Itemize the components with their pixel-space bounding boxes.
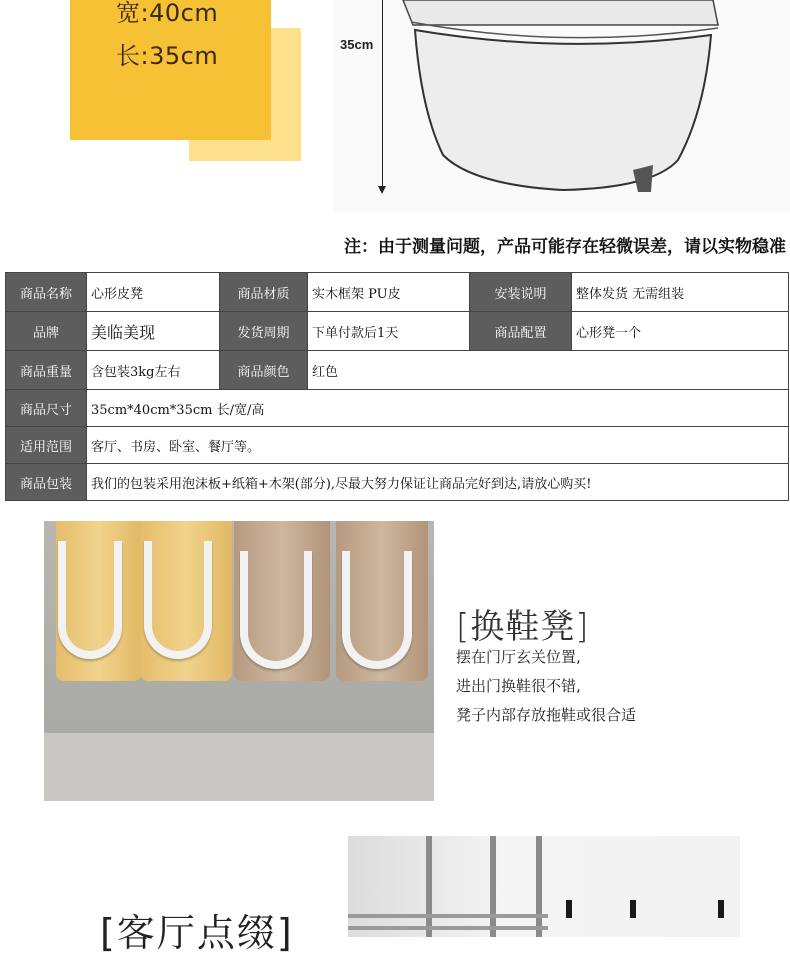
- living-room-photo: [348, 836, 740, 937]
- window-frame: [490, 836, 496, 937]
- table-row: [6, 273, 789, 312]
- sandal-strap: [240, 551, 312, 669]
- stair-rail: [348, 914, 548, 918]
- living-room-title: [客厅点缀]: [100, 911, 294, 955]
- spec-value: 心形凳一个: [572, 312, 789, 351]
- spec-label: 安装说明: [470, 273, 572, 312]
- spec-table: [5, 272, 789, 501]
- slipper-desc-line: 摆在门厅玄关位置,: [456, 648, 581, 666]
- slipper-desc-line: 进出门换鞋很不错,: [456, 677, 581, 695]
- wall-hook-icon: [566, 900, 572, 918]
- spec-value: 整体发货 无需组装: [572, 273, 789, 312]
- sandal-strap: [342, 551, 412, 669]
- spec-label: 商品包装: [6, 464, 87, 501]
- wall-hook-icon: [718, 900, 724, 918]
- spec-label: 发货周期: [220, 312, 308, 351]
- window-frame: [536, 836, 542, 937]
- ground-strip: [44, 733, 434, 801]
- spec-value: 35cm*40cm*35cm 长/宽/高: [87, 390, 789, 427]
- spec-label: 适用范围: [6, 427, 87, 464]
- sandal-strap: [144, 541, 212, 659]
- height-measure-line: [382, 0, 383, 188]
- spec-value: 下单付款后1天: [308, 312, 470, 351]
- stair-rail: [348, 926, 548, 930]
- living-room-section: [0, 828, 790, 955]
- stool-photo: [333, 0, 790, 212]
- sandal-strap: [58, 541, 122, 659]
- wall-hook-icon: [630, 900, 636, 918]
- height-arrow-icon: [378, 186, 386, 194]
- spec-value: 实木框架 PU皮: [308, 273, 470, 312]
- spec-label: 商品尺寸: [6, 390, 87, 427]
- spec-value: 心形皮凳: [87, 273, 220, 312]
- spec-value: 红色: [308, 351, 789, 390]
- height-dimension: 35cm: [340, 37, 374, 52]
- measurement-note: 注：由于测量问题，产品可能存在轻微误差，请以实物稳准: [344, 237, 786, 257]
- width-dimension: 宽:40cm: [116, 0, 219, 27]
- spec-value: 美临美现: [87, 312, 220, 351]
- spec-value: 客厅、书房、卧室、餐厅等。: [87, 427, 789, 464]
- slipper-title: [换鞋凳]: [456, 607, 590, 647]
- table-row: [6, 427, 789, 464]
- window-frame: [426, 836, 432, 937]
- table-row: [6, 390, 789, 427]
- spec-label: 商品材质: [220, 273, 308, 312]
- spec-label: 商品颜色: [220, 351, 308, 390]
- spec-label: 品牌: [6, 312, 87, 351]
- table-row: [6, 351, 789, 390]
- stool-sketch-image: [333, 0, 790, 212]
- spec-label: 商品重量: [6, 351, 87, 390]
- spec-value: 我们的包装采用泡沫板+纸箱+木架(部分),尽最大努力保证让商品完好到达,请放心购买!: [87, 464, 789, 501]
- length-dimension: 长:35cm: [116, 42, 219, 70]
- spec-label: 商品配置: [470, 312, 572, 351]
- dimension-section: [0, 0, 790, 225]
- spec-label: 商品名称: [6, 273, 87, 312]
- slipper-desc-line: 凳子内部存放拖鞋或很合适: [456, 706, 637, 724]
- table-row: [6, 312, 789, 351]
- spec-value: 含包装3kg左右: [87, 351, 220, 390]
- table-row: [6, 464, 789, 501]
- slipper-section: [0, 513, 790, 828]
- slippers-photo: [44, 521, 434, 801]
